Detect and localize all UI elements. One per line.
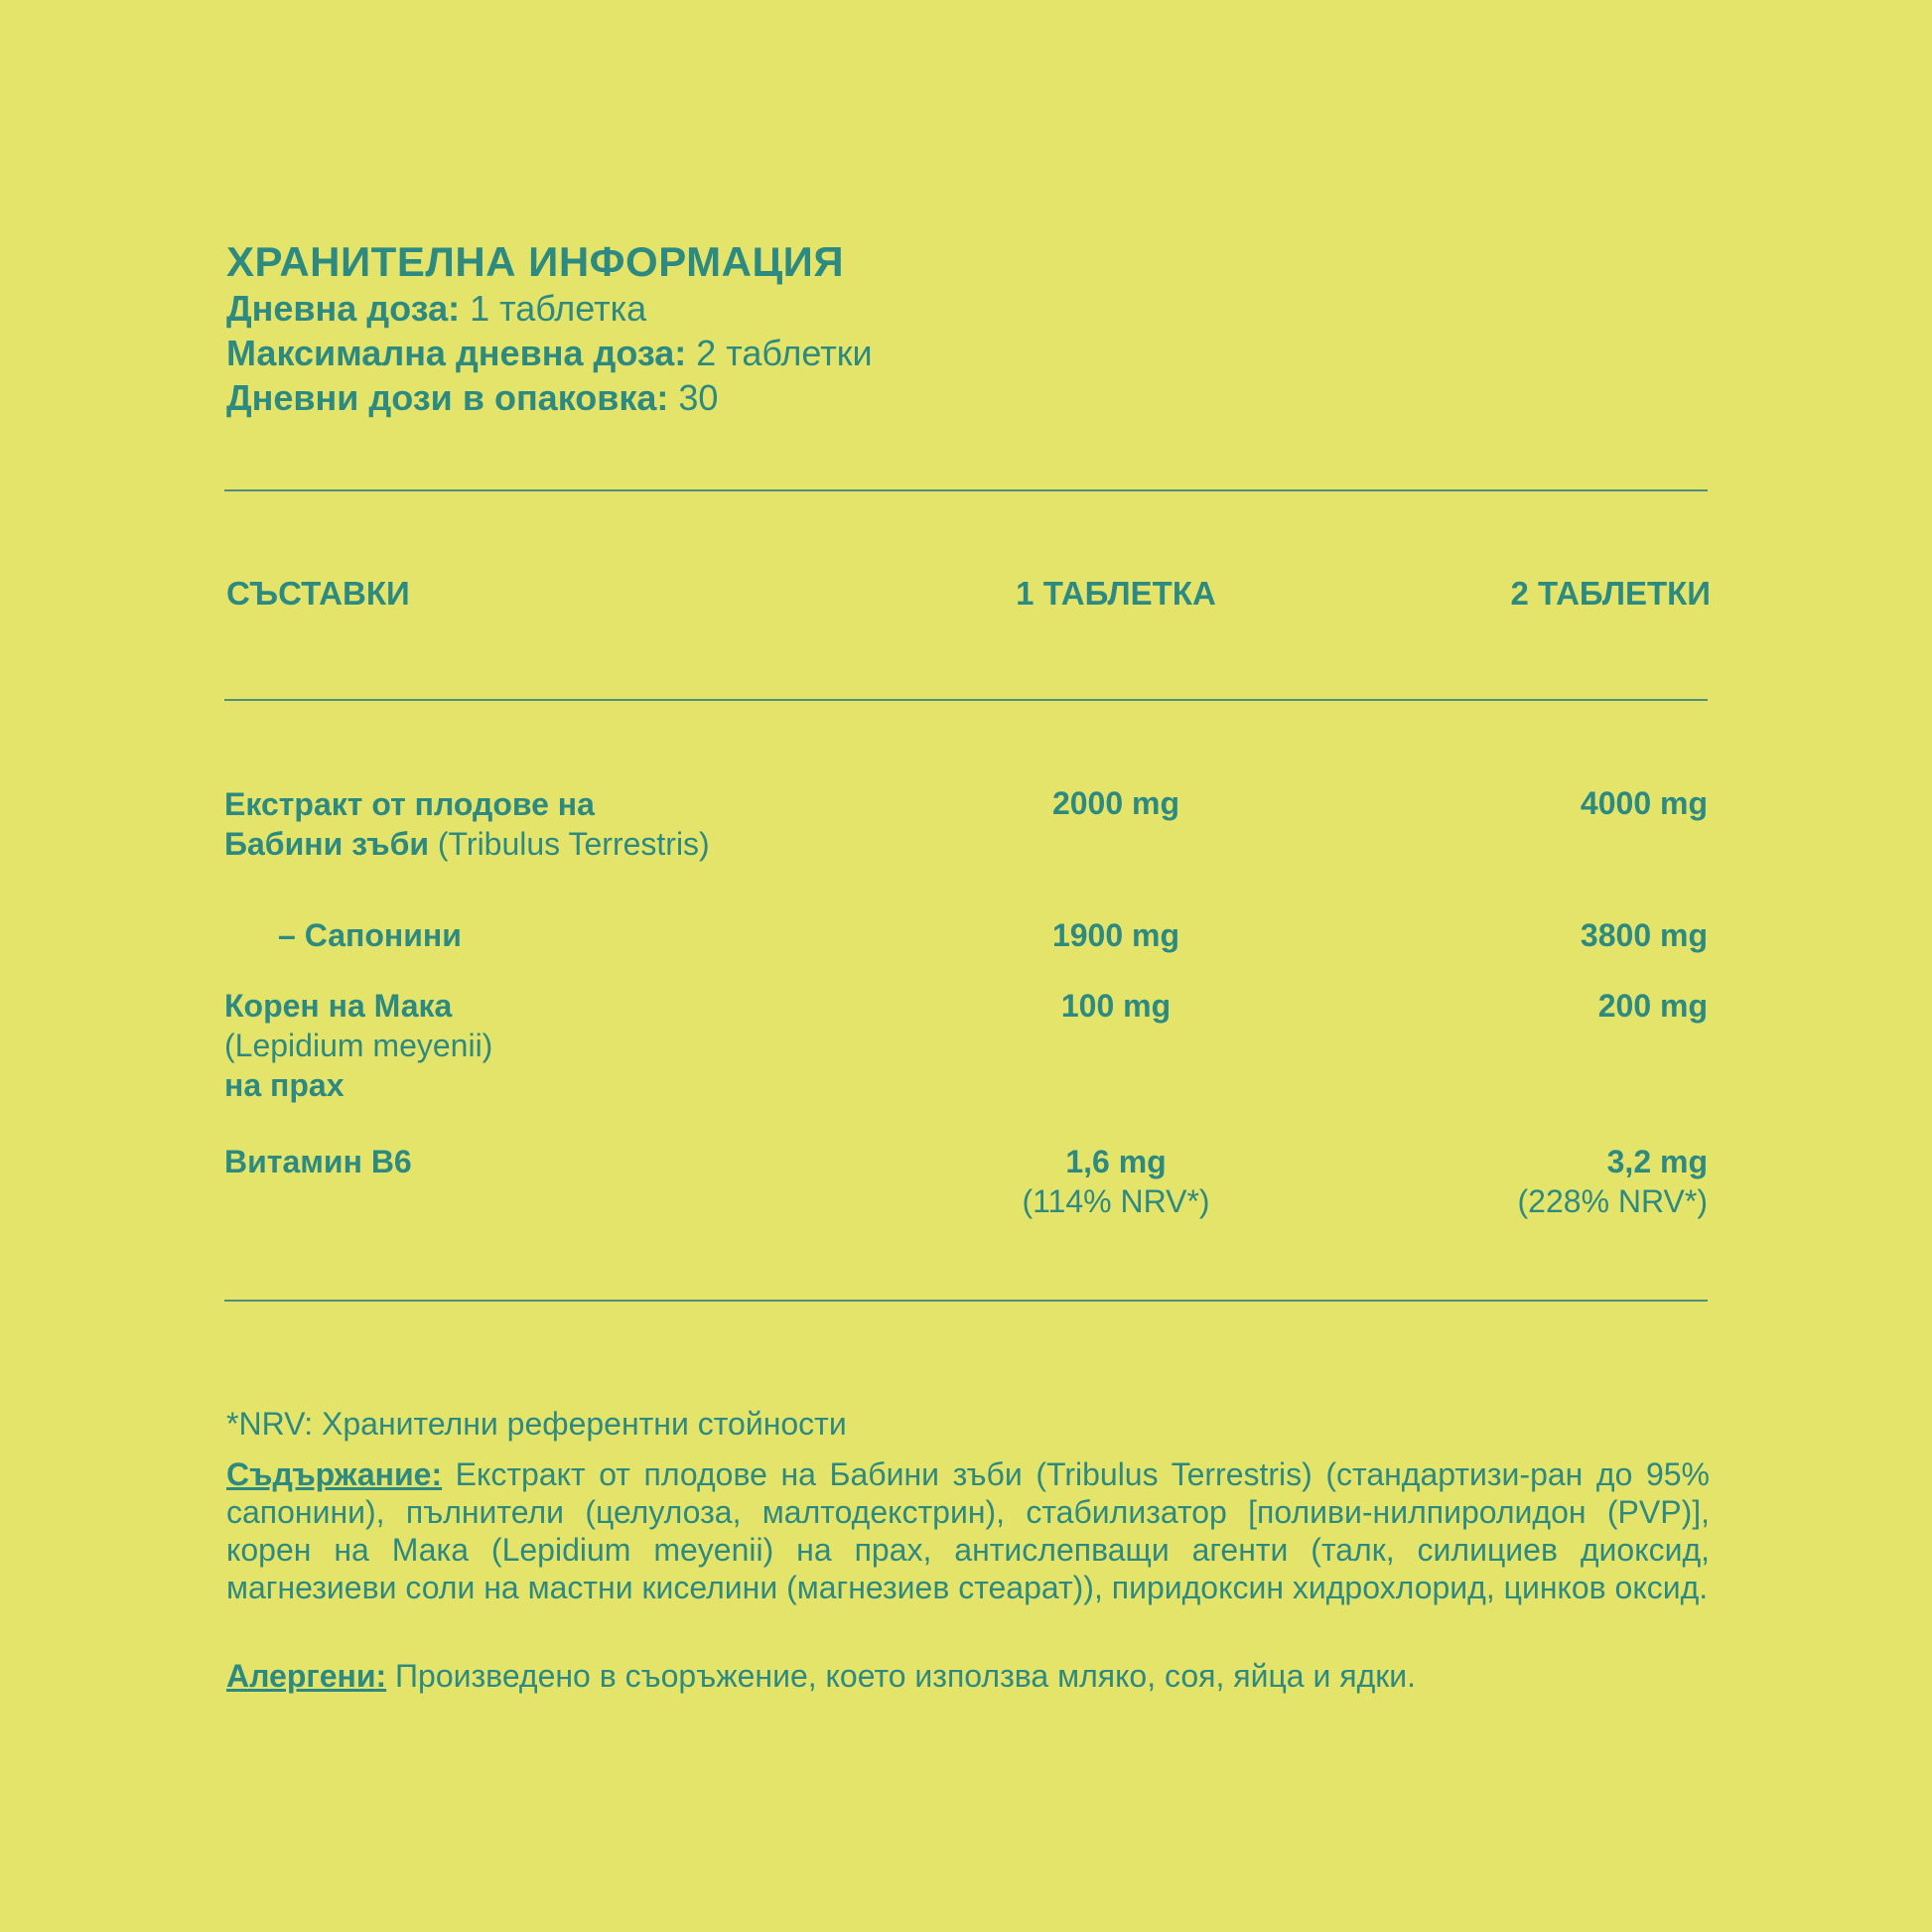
daily-dose (226, 286, 646, 331)
doses-per-pack-label: Дневни дози в опаковка: (226, 377, 669, 418)
value-2-tablets: 4000 mg (1580, 785, 1708, 821)
ingredient-latin: (Tribulus Terrestris) (429, 826, 710, 862)
ingredient-name-line: Екстракт от плодове на (224, 786, 595, 822)
ingredient-maca (224, 986, 492, 1105)
ingredient-latin: (Lepidium meyenii) (224, 1028, 493, 1063)
doses-per-pack (226, 375, 718, 420)
col-header-1-tablet: 1 ТАБЛЕТКА (1016, 575, 1216, 612)
max-daily-dose-value: 2 таблетки (686, 333, 873, 373)
contents-text: Екстракт от плодове на Бабини зъби (Tribulus Terrestris) (стандартизи-ран до 95% сапонини), пълнители (целулоза, малтодекстрин), стабилизатор [поливи-нилпиролидон (PVP)], корен на Мака (Lepidium meyenii) на прах, антислепващи агенти (талк, силициев диоксид, магнезиеви соли на мастни киселини (магнезиев стеарат)), пиридоксин хидрохлорид, цинков оксид. (226, 1456, 1710, 1605)
allergens-text: Произведено в съоръжение, което използва мляко, соя, яйца и ядки. (386, 1658, 1417, 1694)
value-1-tablet: 2000 mg (1051, 785, 1180, 821)
nrv-note: *NRV: Хранителни референтни стойности (226, 1406, 847, 1442)
value-amount: 1,6 mg (1065, 1144, 1167, 1179)
value-1-tablet (937, 1142, 1295, 1221)
contents-paragraph (226, 1455, 1710, 1606)
ingredient-name-line: Корен на Мака (224, 988, 453, 1024)
value-2-tablets: 3800 mg (1580, 917, 1708, 953)
allergens-label: Алергени: (226, 1658, 387, 1694)
ingredient-name-line: на прах (224, 1067, 345, 1103)
value-nrv: (228% NRV*) (1517, 1183, 1708, 1219)
divider (224, 1300, 1708, 1302)
daily-dose-value: 1 таблетка (460, 288, 647, 329)
col-header-2-tablets: 2 ТАБЛЕТКИ (1510, 575, 1711, 612)
ingredient-tribulus (224, 784, 710, 864)
value-2-tablets (1330, 1142, 1708, 1221)
ingredient-name-line: Бабини зъби (224, 826, 429, 862)
ingredient-vitamin-b6: Витамин B6 (224, 1144, 412, 1179)
value-1-tablet: 1900 mg (1051, 917, 1180, 953)
col-header-ingredients: СЪСТАВКИ (226, 575, 410, 612)
max-daily-dose (226, 331, 873, 375)
divider (224, 699, 1708, 701)
doses-per-pack-value: 30 (668, 377, 719, 418)
value-amount: 3,2 mg (1606, 1144, 1708, 1179)
value-nrv: (114% NRV*) (1022, 1183, 1210, 1219)
value-1-tablet: 100 mg (1060, 988, 1172, 1024)
max-daily-dose-label: Максимална дневна доза: (226, 333, 687, 373)
page-title: ХРАНИТЕЛНА ИНФОРМАЦИЯ (226, 238, 845, 285)
allergens-paragraph (226, 1657, 1710, 1695)
divider (224, 489, 1708, 491)
value-2-tablets: 200 mg (1597, 988, 1708, 1024)
ingredient-saponins: – Сапонини (278, 917, 462, 953)
contents-label: Съдържание: (226, 1456, 443, 1492)
daily-dose-label: Дневна доза: (226, 288, 461, 329)
